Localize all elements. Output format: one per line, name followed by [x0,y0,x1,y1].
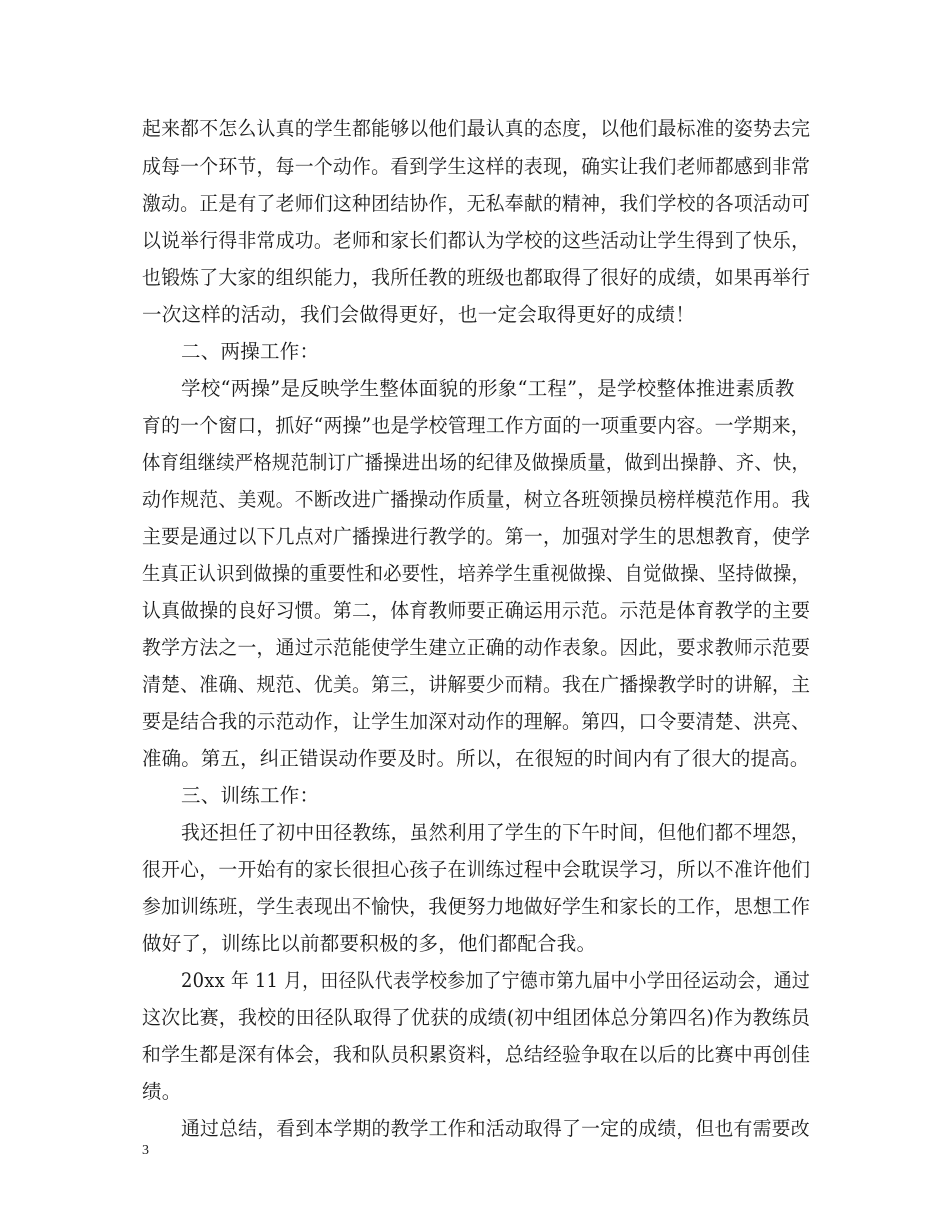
text-line: 我还担任了初中田径教练，虽然利用了学生的下午时间，但他们都不埋怨， [181,821,810,844]
text-line: 起来都不怎么认真的学生都能够以他们最认真的态度，以他们最标准的姿势去完 [142,117,811,140]
text-line: 20xx 年 11 月，田径队代表学校参加了宁德市第九届中小学田径运动会，通过 [181,969,810,992]
text-line: 要是结合我的示范动作，让学生加深对动作的理解。第四，口令要清楚、洪亮、 [142,710,811,733]
text-line: 这次比赛，我校的田径队取得了优获的成绩(初中组团体总分第四名)作为教练员 [142,1006,811,1029]
text-line: 参加训练班，学生表现出不愉快，我便努力地做好学生和家长的工作，思想工作 [142,895,811,918]
section-heading: 二、两操工作： [181,340,320,363]
page-number: 3 [142,1143,149,1158]
text-line: 通过总结，看到本学期的教学工作和活动取得了一定的成绩，但也有需要改 [181,1117,810,1140]
text-line: 以说举行得非常成功。老师和家长们都认为学校的这些活动让学生得到了快乐， [142,229,811,252]
text-line: 也锻炼了大家的组织能力，我所任教的班级也都取得了很好的成绩，如果再举行 [142,266,811,289]
text-line: 绩。 [142,1080,182,1103]
text-line: 做好了，训练比以前都要积极的多，他们都配合我。 [142,932,597,955]
text-line: 主要是通过以下几点对广播操进行教学的。第一，加强对学生的思想教育，使学 [142,525,811,548]
text-line: 激动。正是有了老师们这种团结协作，无私奉献的精神，我们学校的各项活动可 [142,192,811,215]
text-line: 认真做操的良好习惯。第二，体育教师要正确运用示范。示范是体育教学的主要 [142,599,811,622]
text-line: 成每一个环节，每一个动作。看到学生这样的表现，确实让我们老师都感到非常 [142,155,811,178]
text-line: 生真正认识到做操的重要性和必要性，培养学生重视做操、自觉做操、坚持做操， [142,562,811,585]
text-line: 和学生都是深有体会，我和队员积累资料，总结经验争取在以后的比赛中再创佳 [142,1043,811,1066]
section-heading: 三、训练工作： [181,784,320,807]
text-line: 学校“两操”是反映学生整体面貌的形象“工程”，是学校整体推进素质教 [181,377,795,400]
text-line: 动作规范、美观。不断改进广播操动作质量，树立各班领操员榜样模范作用。我 [142,488,811,511]
text-line: 一次这样的活动，我们会做得更好，也一定会取得更好的成绩！ [142,303,696,326]
text-line: 育的一个窗口，抓好“两操”也是学校管理工作方面的一项重要内容。一学期来， [142,414,810,437]
text-line: 很开心，一开始有的家长很担心孩子在训练过程中会耽误学习，所以不准许他们 [142,858,811,881]
text-line: 准确。第五，纠正错误动作要及时。所以，在很短的时间内有了很大的提高。 [142,747,810,770]
text-line: 体育组继续严格规范制订广播操进出场的纪律及做操质量，做到出操静、齐、快， [142,451,811,474]
text-line: 教学方法之一，通过示范能使学生建立正确的动作表象。因此，要求教师示范要 [142,636,811,659]
text-line: 清楚、准确、规范、优美。第三，讲解要少而精。我在广播操教学时的讲解，主 [142,673,811,696]
